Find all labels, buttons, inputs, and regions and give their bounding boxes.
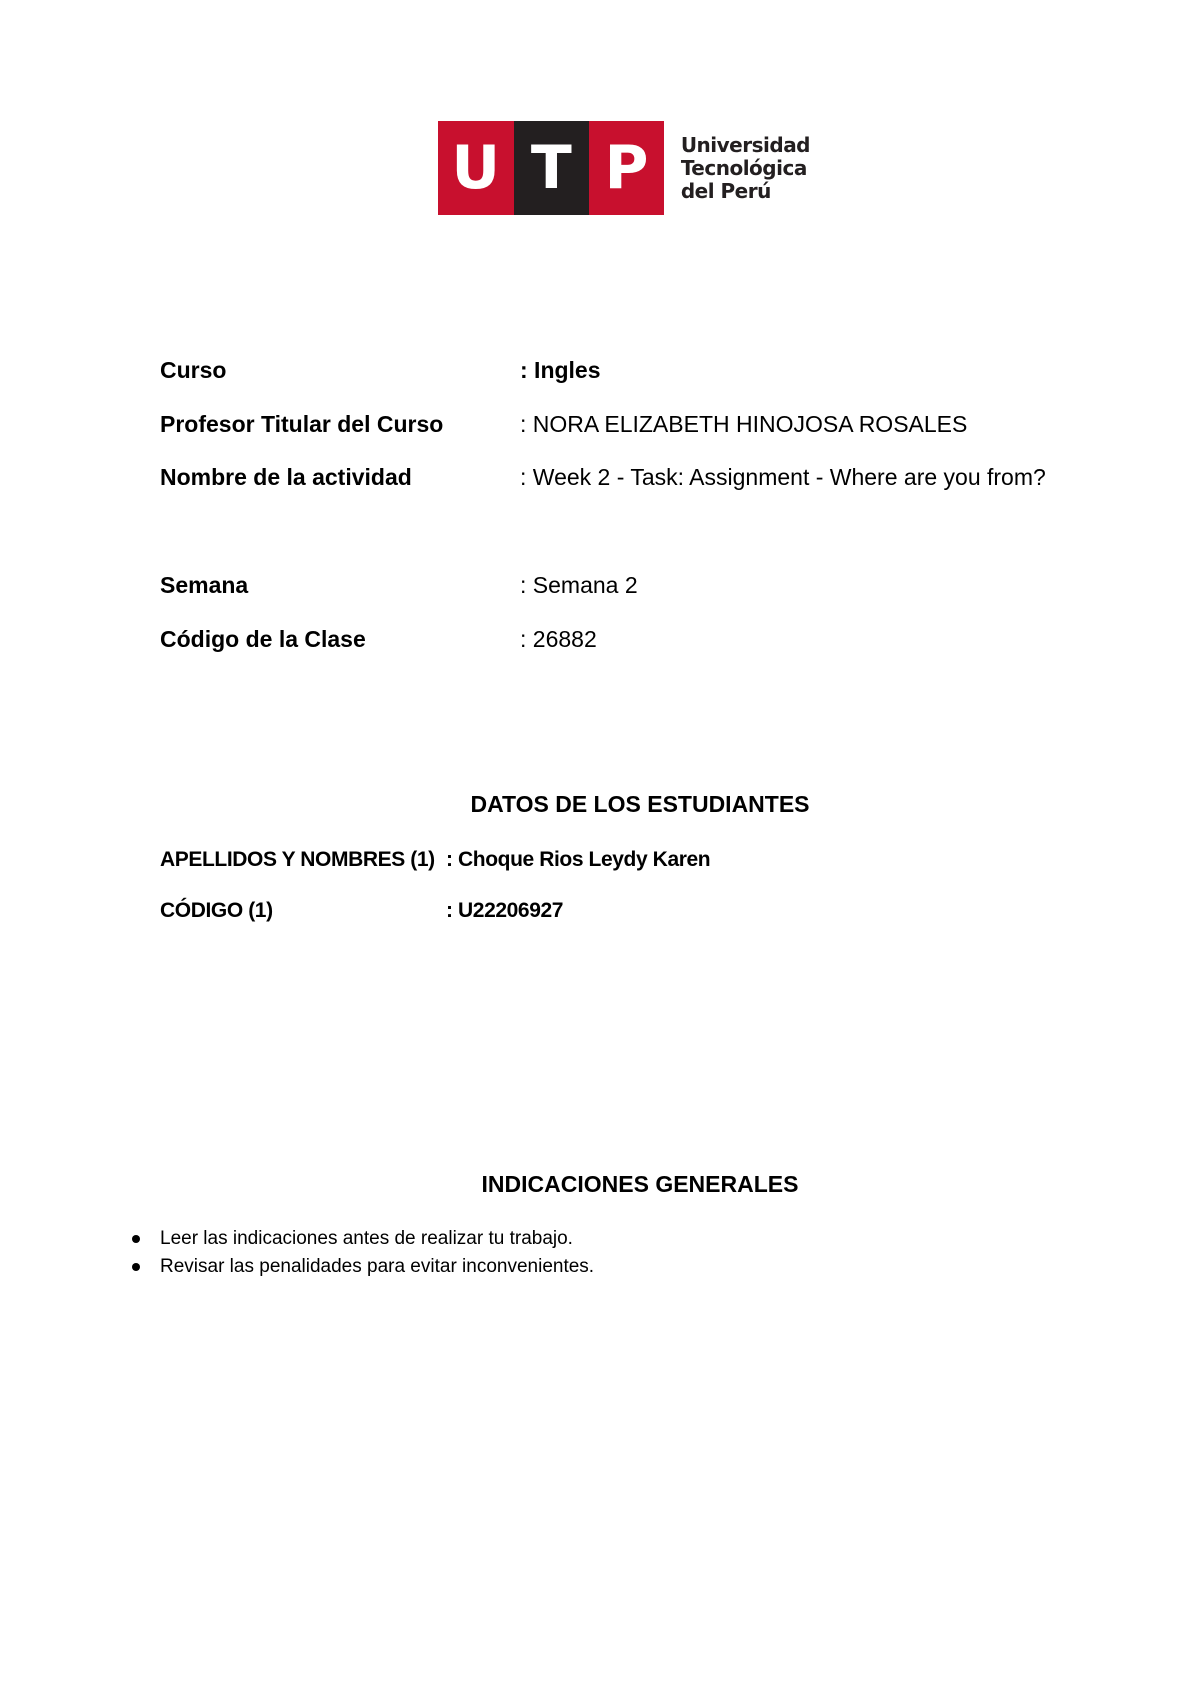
student-value: : U22206927	[446, 899, 564, 922]
info-value: : Week 2 - Task: Assignment - Where are you from?	[520, 464, 1046, 490]
info-value: : 26882	[520, 626, 597, 652]
logo-letter-u: U	[438, 121, 514, 215]
list-item	[130, 1225, 594, 1253]
info-value: : Semana 2	[520, 572, 638, 598]
logo-university-name	[681, 121, 810, 215]
info-label: Nombre de la actividad	[160, 464, 412, 490]
logo-text-line-1: Universidad	[680, 132, 810, 157]
info-label: Curso	[160, 357, 227, 383]
student-label: CÓDIGO (1)	[160, 899, 273, 922]
info-label: Semana	[160, 572, 249, 598]
info-label: Profesor Titular del Curso	[160, 411, 444, 437]
bullet-icon	[132, 1235, 140, 1243]
list-item-text: Revisar las penalidades para evitar inconvenientes.	[160, 1256, 595, 1277]
student-label: APELLIDOS Y NOMBRES (1)	[160, 848, 435, 871]
info-value: : NORA ELIZABETH HINOJOSA ROSALES	[520, 411, 968, 437]
student-value: : Choque Rios Leydy Karen	[446, 848, 711, 871]
logo-text-line-2: Tecnológica	[680, 155, 807, 180]
utp-logo	[438, 121, 810, 215]
logo-text-line-3: del Perú	[680, 178, 771, 203]
info-value: : Ingles	[520, 357, 601, 383]
list-item-text: Leer las indicaciones antes de realizar tu trabajo.	[160, 1228, 573, 1249]
bullet-icon	[132, 1263, 140, 1271]
general-section-title: INDICACIONES GENERALES	[481, 1171, 799, 1197]
list-item	[130, 1253, 594, 1281]
info-label: Código de la Clase	[160, 626, 366, 652]
general-indications-list	[130, 1225, 594, 1281]
logo-letter-p: P	[589, 121, 664, 215]
students-section-title: DATOS DE LOS ESTUDIANTES	[470, 791, 810, 817]
logo-letter-t: T	[514, 121, 590, 215]
